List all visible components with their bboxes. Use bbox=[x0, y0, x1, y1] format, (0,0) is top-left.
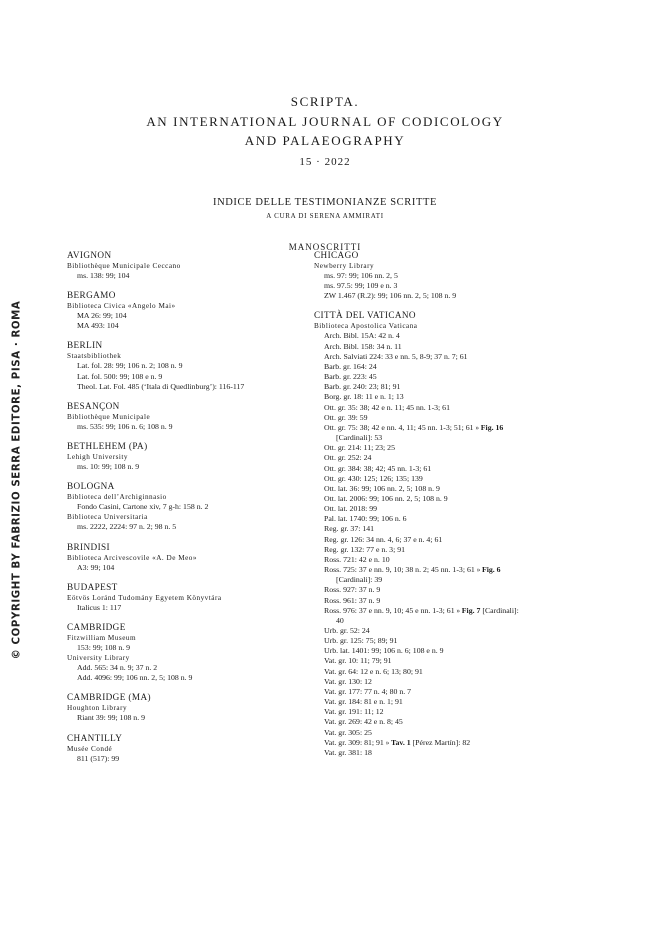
manuscript-entry: Urb. lat. 1401: 99; 106 n. 6; 108 e n. 9 bbox=[324, 646, 444, 656]
figure-reference: Fig. 16 bbox=[480, 422, 504, 432]
journal-issue: 15 · 2022 bbox=[299, 155, 351, 168]
manuscript-entry: Vat. gr. 305: 25 bbox=[324, 727, 372, 737]
manuscript-entry: Ott. gr. 214: 11; 23; 25 bbox=[324, 443, 395, 453]
manuscript-entry: Vat. gr. 381: 18 bbox=[324, 747, 372, 757]
manuscript-entry: 153: 99; 108 n. 9 bbox=[77, 642, 131, 652]
manuscript-entry: Lat. fol. 500: 99; 108 e n. 9 bbox=[77, 371, 163, 381]
entry-text: Ross. 976: 37 e nn. 9, 10; 45 e nn. 1-3; 61 bbox=[324, 605, 457, 615]
index-column-right bbox=[314, 250, 554, 758]
manuscript-entry: Reg. gr. 132: 77 e n. 3; 91 bbox=[324, 544, 405, 554]
manuscript-entry: Ross. 961: 37 n. 9 bbox=[324, 595, 381, 605]
library-name: Biblioteca dell’Archiginnasio bbox=[67, 493, 167, 502]
manuscript-entry: Barb. gr. 223: 45 bbox=[324, 372, 377, 382]
manuscript-entry: Fondo Casini, Cartone xiv, 7 g-h: 158 n. 2 bbox=[77, 502, 209, 512]
city-heading: BUDAPEST bbox=[67, 581, 118, 592]
page-header bbox=[0, 92, 650, 252]
city-heading: BERGAMO bbox=[67, 290, 116, 301]
library-name: Staatsbibliothek bbox=[67, 352, 122, 361]
entry-continuation: [Cardinali]: 39 bbox=[336, 575, 383, 585]
entry-continuation: 40 bbox=[336, 615, 344, 625]
library-name: Biblioteca Universitaria bbox=[67, 513, 148, 522]
manuscript-entry: Arch. Bibl. 158: 34 n. 11 bbox=[324, 341, 402, 351]
entry-continuation: [Cardinali]: 53 bbox=[336, 433, 383, 443]
manuscript-entry: Ott. lat. 2006: 99; 106 nn. 2, 5; 108 n. 9 bbox=[324, 493, 448, 503]
library-name: Eötvös Loránd Tudomány Egyetem Könyvtára bbox=[67, 593, 222, 602]
manuscript-entry: Borg. gr. 18: 11 e n. 1; 13 bbox=[324, 392, 404, 402]
city-heading: CHICAGO bbox=[314, 250, 359, 260]
city-heading: CAMBRIDGE (MA) bbox=[67, 692, 151, 703]
journal-title bbox=[0, 92, 650, 151]
figure-reference: Fig. 6 bbox=[481, 565, 501, 575]
manuscript-entry: ms. 2222, 2224: 97 n. 2; 98 n. 5 bbox=[77, 522, 177, 532]
library-name: Newberry Library bbox=[314, 262, 375, 270]
journal-title-line: SCRIPTA. bbox=[290, 94, 360, 109]
journal-title-line: AN INTERNATIONAL JOURNAL OF CODICOLOGY bbox=[146, 113, 504, 129]
manuscript-entry: Vat. gr. 64: 12 e n. 6; 13; 80; 91 bbox=[324, 666, 423, 676]
manuscript-entry: A3: 99; 104 bbox=[77, 562, 115, 572]
city-heading: CHANTILLY bbox=[67, 732, 123, 743]
library-name: Biblioteca Civica «Angelo Mai» bbox=[67, 302, 176, 311]
manuscript-entry: ms. 10: 99; 108 n. 9 bbox=[77, 462, 140, 472]
manuscript-entry: Pal. lat. 1740: 99; 106 n. 6 bbox=[324, 514, 407, 524]
index-heading: INDICE DELLE TESTIMONIANZE SCRITTE bbox=[212, 196, 438, 208]
manuscript-entry: Vat. gr. 184: 81 e n. 1; 91 bbox=[324, 697, 403, 707]
manuscript-entry: Vat. gr. 130: 12 bbox=[324, 676, 372, 686]
library-name: Lehigh University bbox=[67, 453, 128, 462]
entry-text: [Cardinali]: bbox=[480, 605, 519, 615]
city-heading: CAMBRIDGE bbox=[67, 621, 126, 632]
manuscript-entry: Riant 39: 99; 108 n. 9 bbox=[77, 713, 146, 723]
manuscript-entry: ms. 97: 99; 106 nn. 2, 5 bbox=[324, 271, 398, 280]
manuscript-entry: 811 (517): 99 bbox=[77, 753, 120, 763]
manuscript-entry: Reg. gr. 37: 141 bbox=[324, 524, 375, 534]
library-name: Biblioteca Apostolica Vaticana bbox=[314, 322, 418, 331]
manuscript-entry: Ott. gr. 430: 125; 126; 135; 139 bbox=[324, 473, 423, 483]
city-heading: BOLOGNA bbox=[67, 481, 115, 492]
figure-pointer: » bbox=[456, 606, 462, 615]
manuscript-entry: Reg. gr. 126: 34 nn. 4, 6; 37 e n. 4; 61 bbox=[324, 534, 443, 544]
entry-text: Ott. gr. 75: 38; 42 e nn. 4, 11; 45 nn. 1-3; 51; 61 bbox=[324, 422, 476, 432]
library-name: Bibliothèque Municipale Ceccano bbox=[67, 262, 181, 270]
library-name: Musée Condé bbox=[67, 744, 113, 753]
manuscript-entry: Ott. gr. 252: 24 bbox=[324, 453, 372, 463]
index-column-left bbox=[67, 250, 302, 764]
manuscript-entry: ms. 535: 99; 106 n. 6; 108 n. 9 bbox=[77, 421, 173, 431]
figure-pointer: » bbox=[475, 423, 481, 432]
copyright-notice bbox=[9, 290, 25, 670]
figure-pointer: » bbox=[385, 738, 391, 747]
manuscript-entry: MA 493: 104 bbox=[77, 321, 119, 331]
city-heading: BETHLEHEM (PA) bbox=[67, 441, 148, 452]
manuscript-entry: Vat. gr. 269: 42 e n. 8; 45 bbox=[324, 717, 403, 727]
library-name: Bibliothèque Municipale bbox=[67, 412, 151, 421]
library-name: Fitzwilliam Museum bbox=[67, 633, 137, 642]
city-heading: CITTÀ DEL VATICANO bbox=[314, 310, 416, 321]
manuscript-entry bbox=[314, 738, 554, 748]
city-heading: AVIGNON bbox=[67, 250, 112, 260]
manuscript-entry: Urb. gr. 125: 75; 89; 91 bbox=[324, 636, 398, 646]
manuscript-entry: Lat. fol. 28: 99; 106 n. 2; 108 n. 9 bbox=[77, 361, 183, 371]
manuscript-entry: Barb. gr. 240: 23; 81; 91 bbox=[324, 382, 401, 392]
manuscript-entry: Ott. gr. 35: 38; 42 e n. 11; 45 nn. 1-3; 61 bbox=[324, 402, 450, 412]
manuscript-entry bbox=[314, 565, 554, 585]
library-name: University Library bbox=[67, 654, 130, 663]
entry-text: [Pérez Martín]: 82 bbox=[410, 737, 471, 747]
manuscript-entry: ms. 138: 99; 104 bbox=[77, 271, 130, 280]
manuscript-entry: Urb. gr. 52: 24 bbox=[324, 626, 370, 635]
library-name: Houghton Library bbox=[67, 704, 128, 713]
city-heading: BRINDISI bbox=[67, 541, 111, 552]
figure-reference: Tav. 1 bbox=[390, 737, 411, 747]
figure-pointer: » bbox=[476, 566, 482, 575]
manuscript-entry: Vat. gr. 10: 11; 79; 91 bbox=[324, 656, 392, 666]
manuscript-entry bbox=[314, 423, 554, 443]
manuscript-entry: Barb. gr. 164: 24 bbox=[324, 361, 377, 371]
manuscript-entry bbox=[314, 606, 554, 626]
manuscript-entry: Vat. gr. 191: 11; 12 bbox=[324, 707, 384, 717]
entry-text: Vat. gr. 309: 81; 91 bbox=[324, 737, 386, 747]
manuscript-entry: ms. 97.5: 99; 109 e n. 3 bbox=[324, 281, 398, 291]
index-curator: A CURA DI SERENA AMMIRATI bbox=[266, 211, 384, 220]
library-name: Biblioteca Arcivescovile «A. De Meo» bbox=[67, 553, 197, 562]
city-heading: BERLIN bbox=[67, 340, 103, 351]
manuscript-entry: Add. 4096: 99; 106 nn. 2, 5; 108 n. 9 bbox=[77, 673, 193, 683]
manuscript-entry: Ott. gr. 39: 59 bbox=[324, 412, 368, 422]
manuscript-entry: Arch. Bibl. 15A: 42 n. 4 bbox=[324, 331, 400, 341]
manuscript-entry: Vat. gr. 177: 77 n. 4; 80 n. 7 bbox=[324, 686, 412, 696]
entry-text: Ross. 725: 37 e nn. 9, 10; 38 n. 2; 45 nn. 1-3; 61 bbox=[324, 565, 477, 575]
manuscript-entry: Ott. gr. 384: 38; 42; 45 nn. 1-3; 61 bbox=[324, 463, 432, 473]
copyright-text: © COPYRIGHT BY FABRIZIO SERRA EDITORE, PISA · ROMA bbox=[11, 300, 23, 660]
section-heading: MANOSCRITTI bbox=[288, 241, 362, 252]
manuscript-entry: Ross. 927: 37 n. 9 bbox=[324, 585, 381, 595]
manuscript-entry: Italicus 1: 117 bbox=[77, 602, 122, 612]
manuscript-entry: Add. 565: 34 n. 9; 37 n. 2 bbox=[77, 663, 158, 673]
city-heading: BESANÇON bbox=[67, 400, 120, 411]
manuscript-entry: Arch. Salviati 224: 33 e nn. 5, 8-9; 37 n. 7; 61 bbox=[324, 351, 468, 361]
manuscript-entry: Ott. lat. 2018: 99 bbox=[324, 504, 378, 514]
manuscript-entry: Theol. Lat. Fol. 485 (‘Itala di Quedlinburg’): 116-117 bbox=[77, 381, 245, 391]
manuscript-entry: Ott. lat. 36: 99; 106 nn. 2, 5; 108 n. 9 bbox=[324, 483, 440, 493]
manuscript-entry: Ross. 721: 42 e n. 10 bbox=[324, 554, 390, 564]
figure-reference: Fig. 7 bbox=[461, 605, 481, 615]
manuscript-entry: MA 26: 99; 104 bbox=[77, 311, 127, 321]
journal-title-line: AND PALAEOGRAPHY bbox=[244, 133, 406, 148]
manuscript-entry: ZW 1.467 (R.2): 99; 106 nn. 2, 5; 108 n. 9 bbox=[324, 291, 457, 301]
